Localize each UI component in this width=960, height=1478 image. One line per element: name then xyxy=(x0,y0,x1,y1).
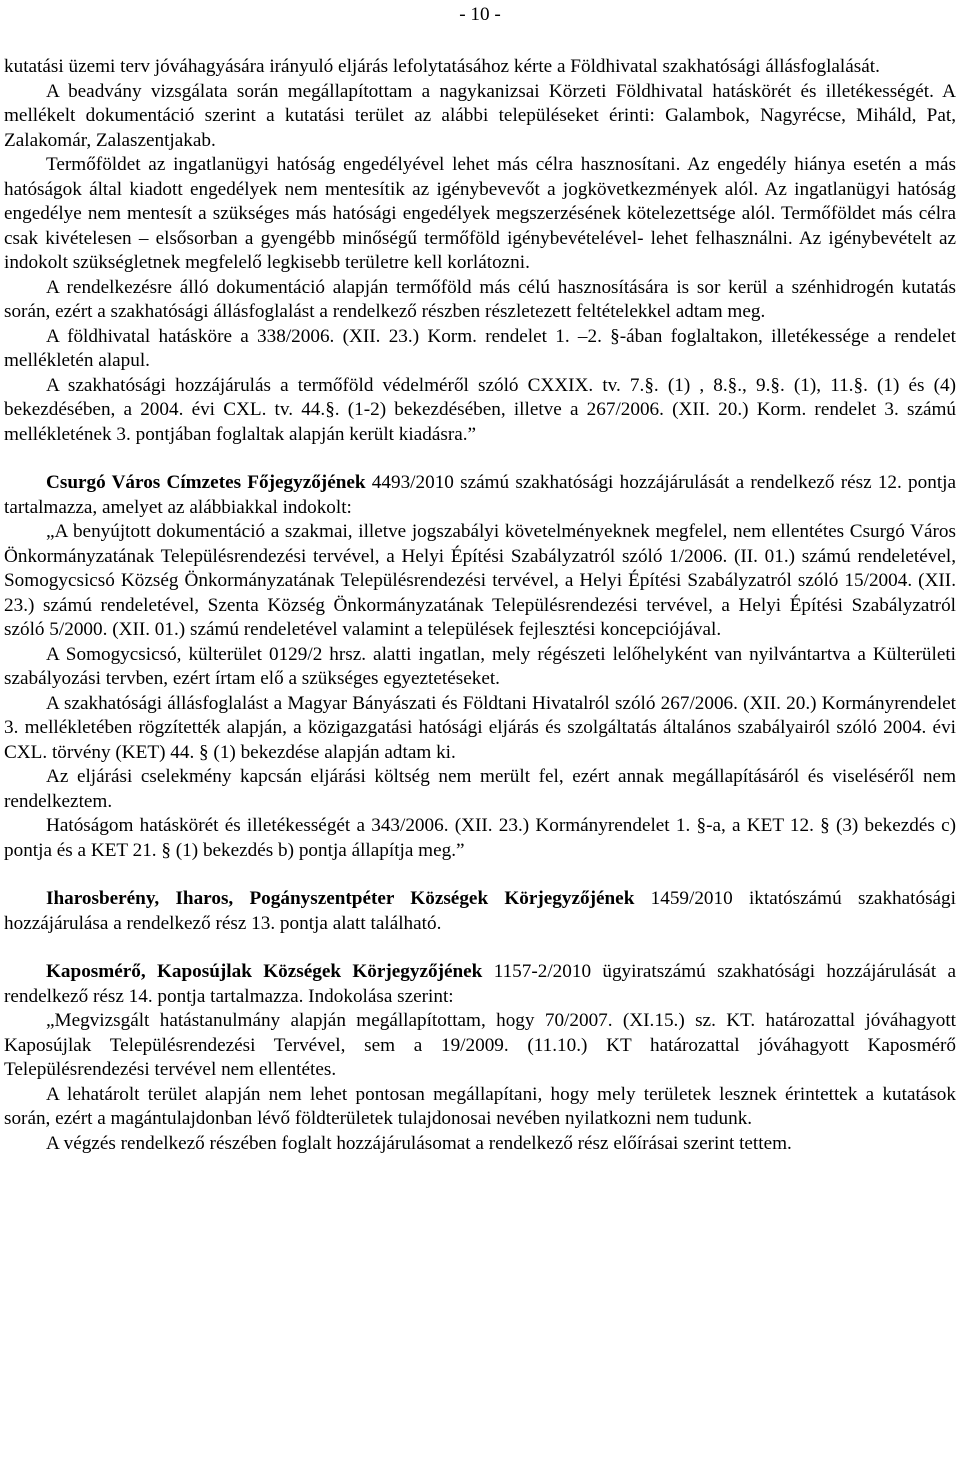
paragraph-text: 1157-2/2010 ügyiratszámú szakhatósági hozzájárulását a rendelkező rész 14. pontja tartalmazza. Indokolása szerint: xyxy=(4,961,956,1007)
paragraph: A rendelkezésre álló dokumentáció alapján termőföld más célú hasznosítására is sor kerül a szénhidrogén kutatás során, ezért a szakhatósági állásfoglalást a rendelkező részben részletezett feltételekkel adtam meg. xyxy=(4,276,956,322)
paragraph: A beadvány vizsgálata során megállapítottam a nagykanizsai Körzeti Földhivatal hatáskörét és illetékességét. A mellékelt dokumentáció szerint a kutatási terület az alábbi településeket érinti: Galambok, Nagyrécse, Miháld, Pat, Zalakomár, Zalaszentjakab. xyxy=(4,80,956,151)
paragraph: A szakhatósági hozzájárulás a termőföld védelméről szóló CXXIX. tv. 7.§. (1) , 8.§., 9.§. (1), 11.§. (1) és (4) bekezdésében, a 2004. évi CXL. tv. 44.§. (1-2) bekezdésében, illetve a 267/2006. (XII. 20.) Korm. rendelet 3. számú mellékletének 3. pontjában foglaltak alapján került kiadásra.” xyxy=(4,374,956,445)
paragraph: A végzés rendelkező részében foglalt hozzájárulásomat a rendelkező rész előírásai szerint tettem. xyxy=(46,1132,792,1154)
paragraph: A lehatárolt terület alapján nem lehet pontosan megállapítani, hogy mely területek lesznek érintettek a kutatások során, ezért a magántulajdonban lévő földterületek tulajdonosai nevében nyilatkozni nem tudunk. xyxy=(4,1083,956,1129)
paragraph: kutatási üzemi terv jóváhagyására irányuló eljárás lefolytatásához kérte a Földhivatal szakhatósági állásfoglalását. xyxy=(4,56,880,77)
paragraph: A földhivatal hatásköre a 338/2006. (XII. 23.) Korm. rendelet 1. –2. §-ában foglaltakon, illetékessége a rendelet mellékletén alapul. xyxy=(4,325,956,371)
paragraph: Az eljárási cselekmény kapcsán eljárási költség nem merült fel, ezért annak megállapításáról és viseléséről nem rendelkeztem. xyxy=(4,766,956,812)
paragraph-iharosbereny xyxy=(4,887,956,936)
authority-name: Csurgó Város Címzetes Főjegyzőjének xyxy=(46,472,366,493)
paragraph: A Somogycsicsó, külterület 0129/2 hrsz. alatti ingatlan, mely régészeti lelőhelyként van nyilvántartva a Külterületi szabályozási tervben, ezért írtam elő a szükséges egyeztetéseket. xyxy=(4,643,956,689)
paragraph: „A benyújtott dokumentáció a szakmai, illetve jogszabályi követelményeknek megfelel, nem ellentétes Csurgó Város Önkormányzatának Településrendezési tervével, a Helyi Építési Szabályzatról szóló 1/2006. (II. 01.) számú rendeletével, Somogycsicsó Község Önkormányzatának Településrendezési tervével, a Helyi Építési Szabályzatról szóló 15/2004. (XII. 23.) számú rendeletével, Szenta Község Önkormányzatának Településrendezési tervével, a Helyi Építési Szabályzatról szóló 5/2000. (XII. 01.) számú rendeletével valamint a települések fejlesztési koncepciójával. xyxy=(4,521,956,640)
paragraph-csurgo xyxy=(4,471,956,520)
authority-name: Kaposmérő, Kaposújlak Községek Körjegyzőjének xyxy=(46,961,483,982)
paragraph: A szakhatósági állásfoglalást a Magyar Bányászati és Földtani Hivatalról szóló 267/2006. (XII. 20.) Kormányrendelet 3. mellékletében rögzítették alapján, a közigazgatási hatósági eljárás és szolgáltatás általános szabályairól szóló 2004. évi CXL. törvény (KET) 44. § (1) bekezdése alapján adtam ki. xyxy=(4,692,956,763)
paragraph-text: 1459/2010 iktatószámú szakhatósági hozzájárulása a rendelkező rész 13. pontja alatt található. xyxy=(4,888,956,934)
authority-name: Iharosberény, Iharos, Pogányszentpéter Községek Körjegyzőjének xyxy=(46,888,635,909)
paragraph: Termőföldet az ingatlanügyi hatóság engedélyével lehet más célra hasznosítani. Az engedély hiánya esetén a más hatóságok által kiadott engedélyek nem mentesítik az igénybevevőt a jogkövetkezmények alól. Az ingatlanügyi hatóság engedélye nem mentesít a szükséges más hatósági engedélyek megszerzésének kötelezettsége alól. Termőföldet más célra csak kivételesen – elsősorban a gyengébb minőségű termőföld igénybevételével- lehet felhasználni. Az igénybevételt az indokolt szükségletnek megfelelő legkisebb területre kell korlátozni. xyxy=(4,154,956,273)
document-body xyxy=(4,55,956,1156)
paragraph: „Megvizsgált hatástanulmány alapján megállapítottam, hogy 70/2007. (XI.15.) sz. KT. határozattal jóváhagyott Kaposújlak Településrendezési Tervével, sem a 19/2009. (11.10.) KT határozattal jóváhagyott Kaposmérő Településrendezési tervével nem ellentétes. xyxy=(4,1010,956,1080)
paragraph: Hatóságom hatáskörét és illetékességét a 343/2006. (XII. 23.) Kormányrendelet 1. §-a, a KET 12. § (3) bekezdés c) pontja és a KET 21. § (1) bekezdés b) pontja állapítja meg.” xyxy=(4,815,956,861)
page-number: - 10 - xyxy=(459,4,501,25)
paragraph-kaposmero xyxy=(4,960,956,1009)
paragraph-text: 4493/2010 számú szakhatósági hozzájárulását a rendelkező rész 12. pontja tartalmazza, amelyet az alábbiakkal indokolt: xyxy=(4,472,956,518)
